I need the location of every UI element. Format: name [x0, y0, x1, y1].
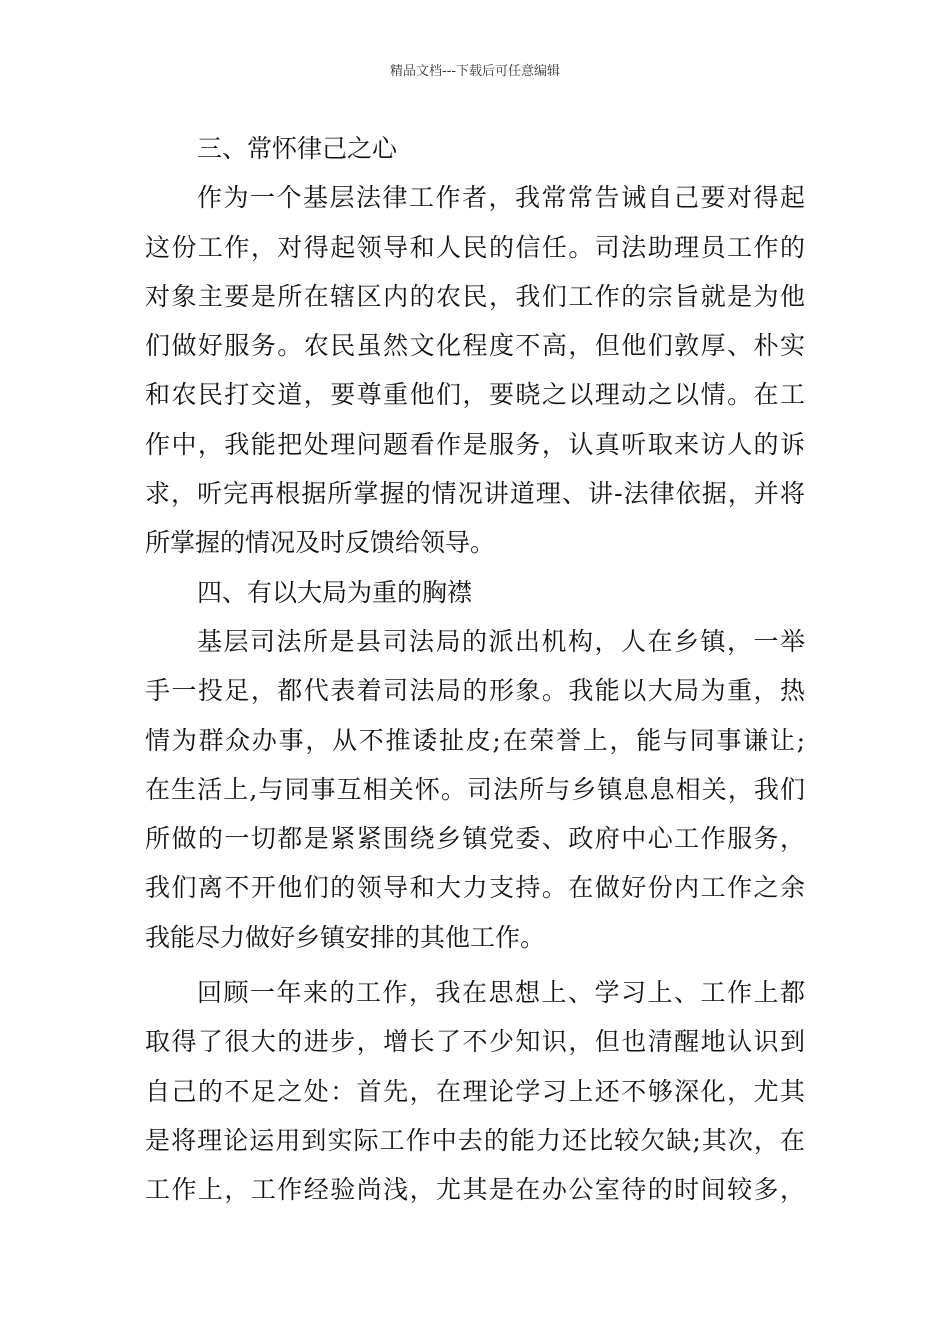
text-line: 回顾一年来的工作，我在思想上、学习上、工作上都: [197, 978, 805, 1008]
text-line: 取得了很大的进步，增长了不少知识，但也清醒地认识到: [145, 1027, 805, 1057]
text-line: 基层司法所是县司法局的派出机构，人在乡镇，一举: [197, 626, 805, 656]
text-line: 情为群众办事，从不推诿扯皮;在荣誉上，能与同事谦让;: [145, 725, 805, 755]
text-line: 和农民打交道，要尊重他们，要晓之以理动之以情。在工: [145, 380, 805, 410]
section-heading-4: 四、有以大局为重的胸襟: [197, 577, 473, 607]
text-line: 手一投足，都代表着司法局的形象。我能以大局为重，热: [145, 676, 805, 706]
text-line: 这份工作，对得起领导和人民的信任。司法助理员工作的: [145, 232, 805, 262]
text-line: 自己的不足之处：首先，在理论学习上还不够深化，尤其: [145, 1076, 805, 1106]
text-line: 是将理论运用到实际工作中去的能力还比较欠缺;其次，在: [145, 1125, 805, 1155]
document-body: [145, 124, 805, 1215]
text-line: 我能尽力做好乡镇安排的其他工作。: [145, 922, 546, 952]
text-line: 所掌握的情况及时反馈给领导。: [145, 528, 496, 558]
text-line: 我们离不开他们的领导和大力支持。在做好份内工作之余: [145, 873, 805, 903]
text-line: 求，听完再根据所掌握的情况讲道理、讲-法律依据，并将: [145, 479, 805, 509]
text-line: 对象主要是所在辖区内的农民，我们工作的宗旨就是为他: [145, 281, 805, 311]
page-header: 精品文档---下载后可任意编辑: [389, 64, 561, 79]
text-line: 作为一个基层法律工作者，我常常告诫自己要对得起: [197, 183, 805, 213]
text-line: 在生活上,与同事互相关怀。司法所与乡镇息息相关，我们: [145, 774, 805, 804]
text-line: 工作上，工作经验尚浅，尤其是在办公室待的时间较多，: [145, 1175, 805, 1205]
text-line: 作中，我能把处理问题看作是服务，认真听取来访人的诉: [145, 429, 805, 459]
text-line: 所做的一切都是紧紧围绕乡镇党委、政府中心工作服务，: [145, 824, 805, 854]
text-line: 们做好服务。农民虽然文化程度不高，但他们敦厚、朴实: [145, 331, 805, 361]
section-heading-3: 三、常怀律己之心: [197, 134, 398, 163]
